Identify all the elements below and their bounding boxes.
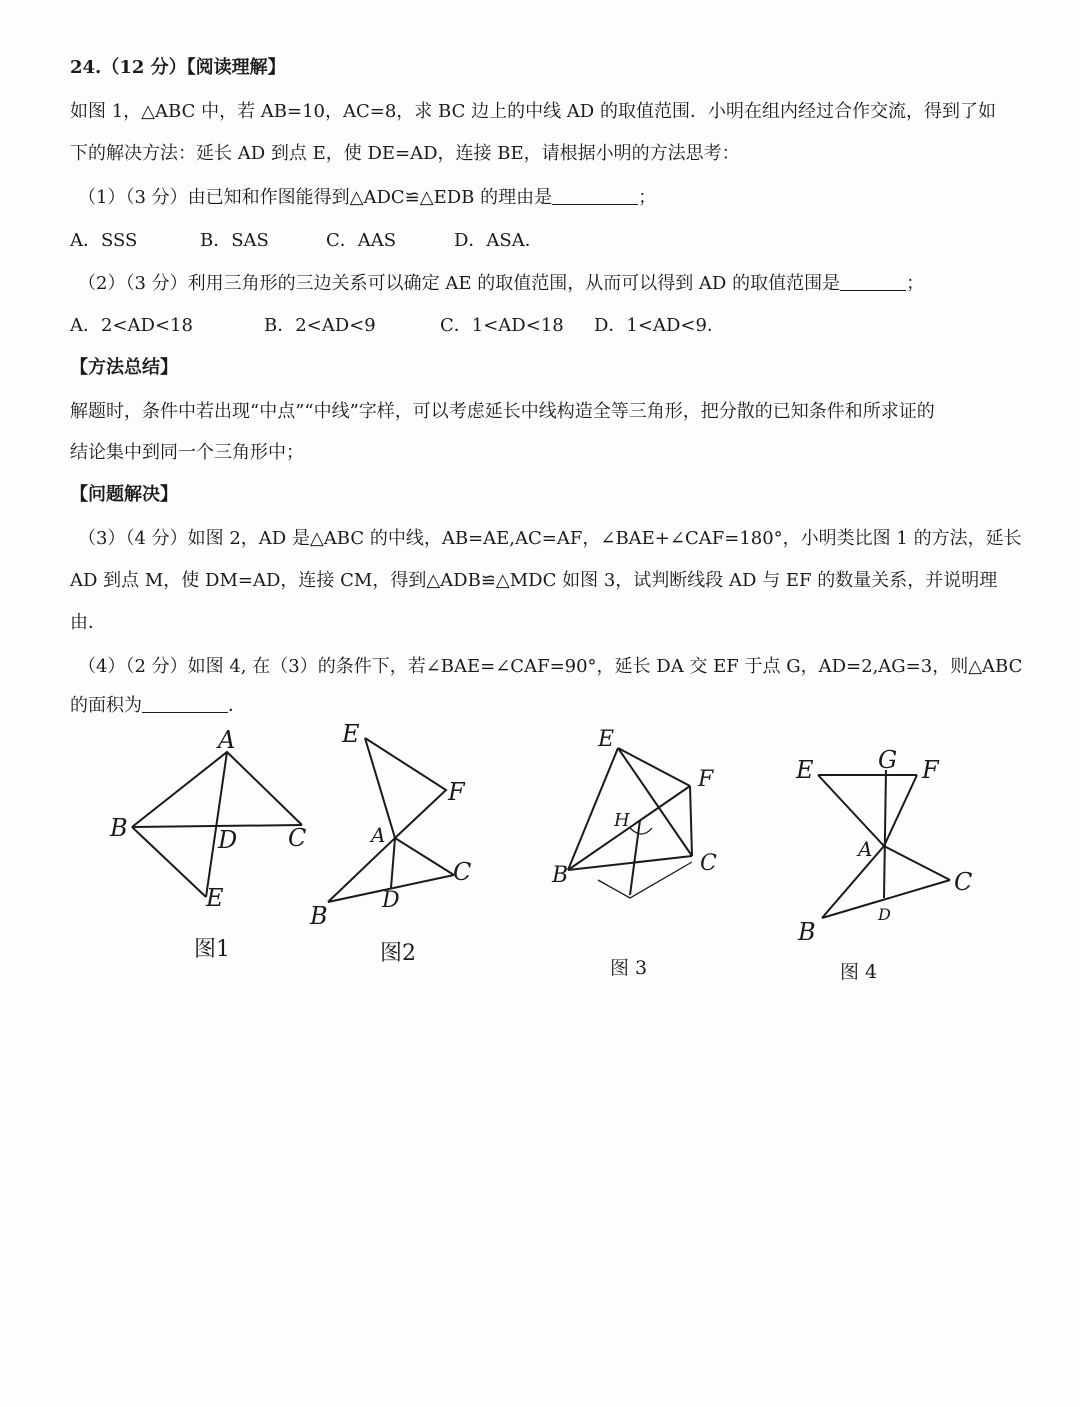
- fig2-label-b: B: [310, 902, 328, 930]
- figure-2: [328, 738, 454, 902]
- q2-option-d: D．1<AD<9．: [594, 315, 725, 336]
- intro-line-2: 下的解决方法：延长 AD 到点 E，使 DE=AD，连接 BE，请根据小明的方法思考：: [70, 143, 740, 164]
- q4-line-1: （4）（2 分）如图 4, 在（3）的条件下，若∠BAE=∠CAF=90°，延长 DA 交 EF 于点 G，AD=2,AG=3，则△ABC: [78, 656, 1023, 677]
- question-header: 24.（12 分）【阅读理解】: [70, 57, 286, 78]
- fig3-caption: 图 3: [610, 957, 648, 979]
- q3-line-3: 由．: [70, 612, 106, 633]
- method-line-1: 解题时，条件中若出现“中点”“中线”字样，可以考虑延长中线构造全等三角形，把分散的已知条件和所求证的: [70, 401, 935, 422]
- fig3-construction-lines: [598, 862, 692, 898]
- fig4-label-a: A: [858, 837, 873, 861]
- fig3-label-c: C: [700, 851, 717, 876]
- fig4-triangle-aef: [818, 775, 917, 846]
- fig3-segment-fc: [690, 786, 692, 856]
- problem-title: 【问题解决】: [70, 484, 178, 505]
- fig2-caption: 图2: [380, 941, 416, 966]
- q2-text: （2）（3 分）利用三角形的三边关系可以确定 AE 的取值范围，从而可以得到 AD 的取值范围是: [78, 273, 841, 294]
- q2-option-c: C．1<AD<18: [440, 315, 564, 336]
- figure-3: [568, 748, 692, 898]
- q1-option-d: D．ASA．: [454, 230, 543, 251]
- fig1-label-c: C: [288, 824, 307, 852]
- fig4-label-c: C: [954, 868, 973, 896]
- fig4-label-e: E: [796, 756, 814, 784]
- fig3-angle-mark: [630, 828, 652, 834]
- q1-option-b: B．SAS: [200, 230, 269, 251]
- fig4-caption: 图 4: [840, 961, 878, 983]
- fig2-label-f: F: [448, 778, 465, 806]
- fig2-label-e: E: [342, 720, 360, 748]
- fig1-caption: 图1: [194, 937, 230, 962]
- fig3-label-e: E: [598, 727, 615, 752]
- fig4-label-b: B: [798, 918, 816, 946]
- figure-4: [818, 770, 950, 918]
- fig1-segment-ae: [206, 752, 227, 897]
- fig1-label-e: E: [206, 884, 224, 912]
- fig4-label-f: F: [922, 756, 939, 784]
- fig2-median-ad: [391, 838, 395, 888]
- fig4-label-d: D: [878, 905, 891, 924]
- fig1-label-a: A: [218, 726, 236, 754]
- fig4-line-gd: [884, 770, 886, 898]
- fig3-label-h: H: [614, 810, 630, 831]
- q1-option-c: C．AAS: [326, 230, 397, 251]
- q2-option-b: B．2<AD<9: [264, 315, 376, 336]
- q2-option-a: A．2<AD<18: [70, 315, 193, 336]
- q4-text: 的面积为: [70, 695, 142, 716]
- q2-end: ；: [906, 273, 925, 294]
- q1-text: （1）（3 分）由已知和作图能得到△ADC≌△EDB 的理由是: [78, 187, 553, 208]
- figure-1: [132, 752, 302, 897]
- fig1-segment-be: [132, 827, 206, 897]
- fig1-label-d: D: [218, 826, 238, 854]
- method-title: 【方法总结】: [70, 357, 178, 378]
- fig2-label-d: D: [382, 888, 400, 913]
- q1-end: ；: [638, 187, 657, 208]
- fig3-label-b: B: [552, 863, 569, 888]
- fig3-segment-ef: [618, 748, 690, 786]
- method-line-2: 结论集中到同一个三角形中；: [70, 442, 304, 463]
- fig2-label-a: A: [371, 823, 386, 847]
- q1-option-a: A．SSS: [70, 230, 138, 251]
- intro-line-1: 如图 1，△ABC 中，若 AB=10，AC=8，求 BC 边上的中线 AD 的取值范围．小明在组内经过合作交流，得到了如: [70, 101, 996, 122]
- fig2-label-c: C: [453, 858, 472, 886]
- q3-line-2: AD 到点 M，使 DM=AD，连接 CM，得到△ADB≌△MDC 如图 3，试判断线段 AD 与 EF 的数量关系，并说明理: [70, 570, 998, 591]
- fig4-label-g: G: [878, 746, 898, 774]
- fig3-segment-ec: [618, 748, 692, 856]
- q3-line-1: （3）（4 分）如图 2，AD 是△ABC 的中线，AB=AE,AC=AF，∠BAE+∠CAF=180°，小明类比图 1 的方法，延长: [78, 528, 1022, 549]
- fig1-label-b: B: [110, 814, 128, 842]
- q4-end: ．: [228, 695, 246, 716]
- fig3-label-f: F: [698, 767, 714, 792]
